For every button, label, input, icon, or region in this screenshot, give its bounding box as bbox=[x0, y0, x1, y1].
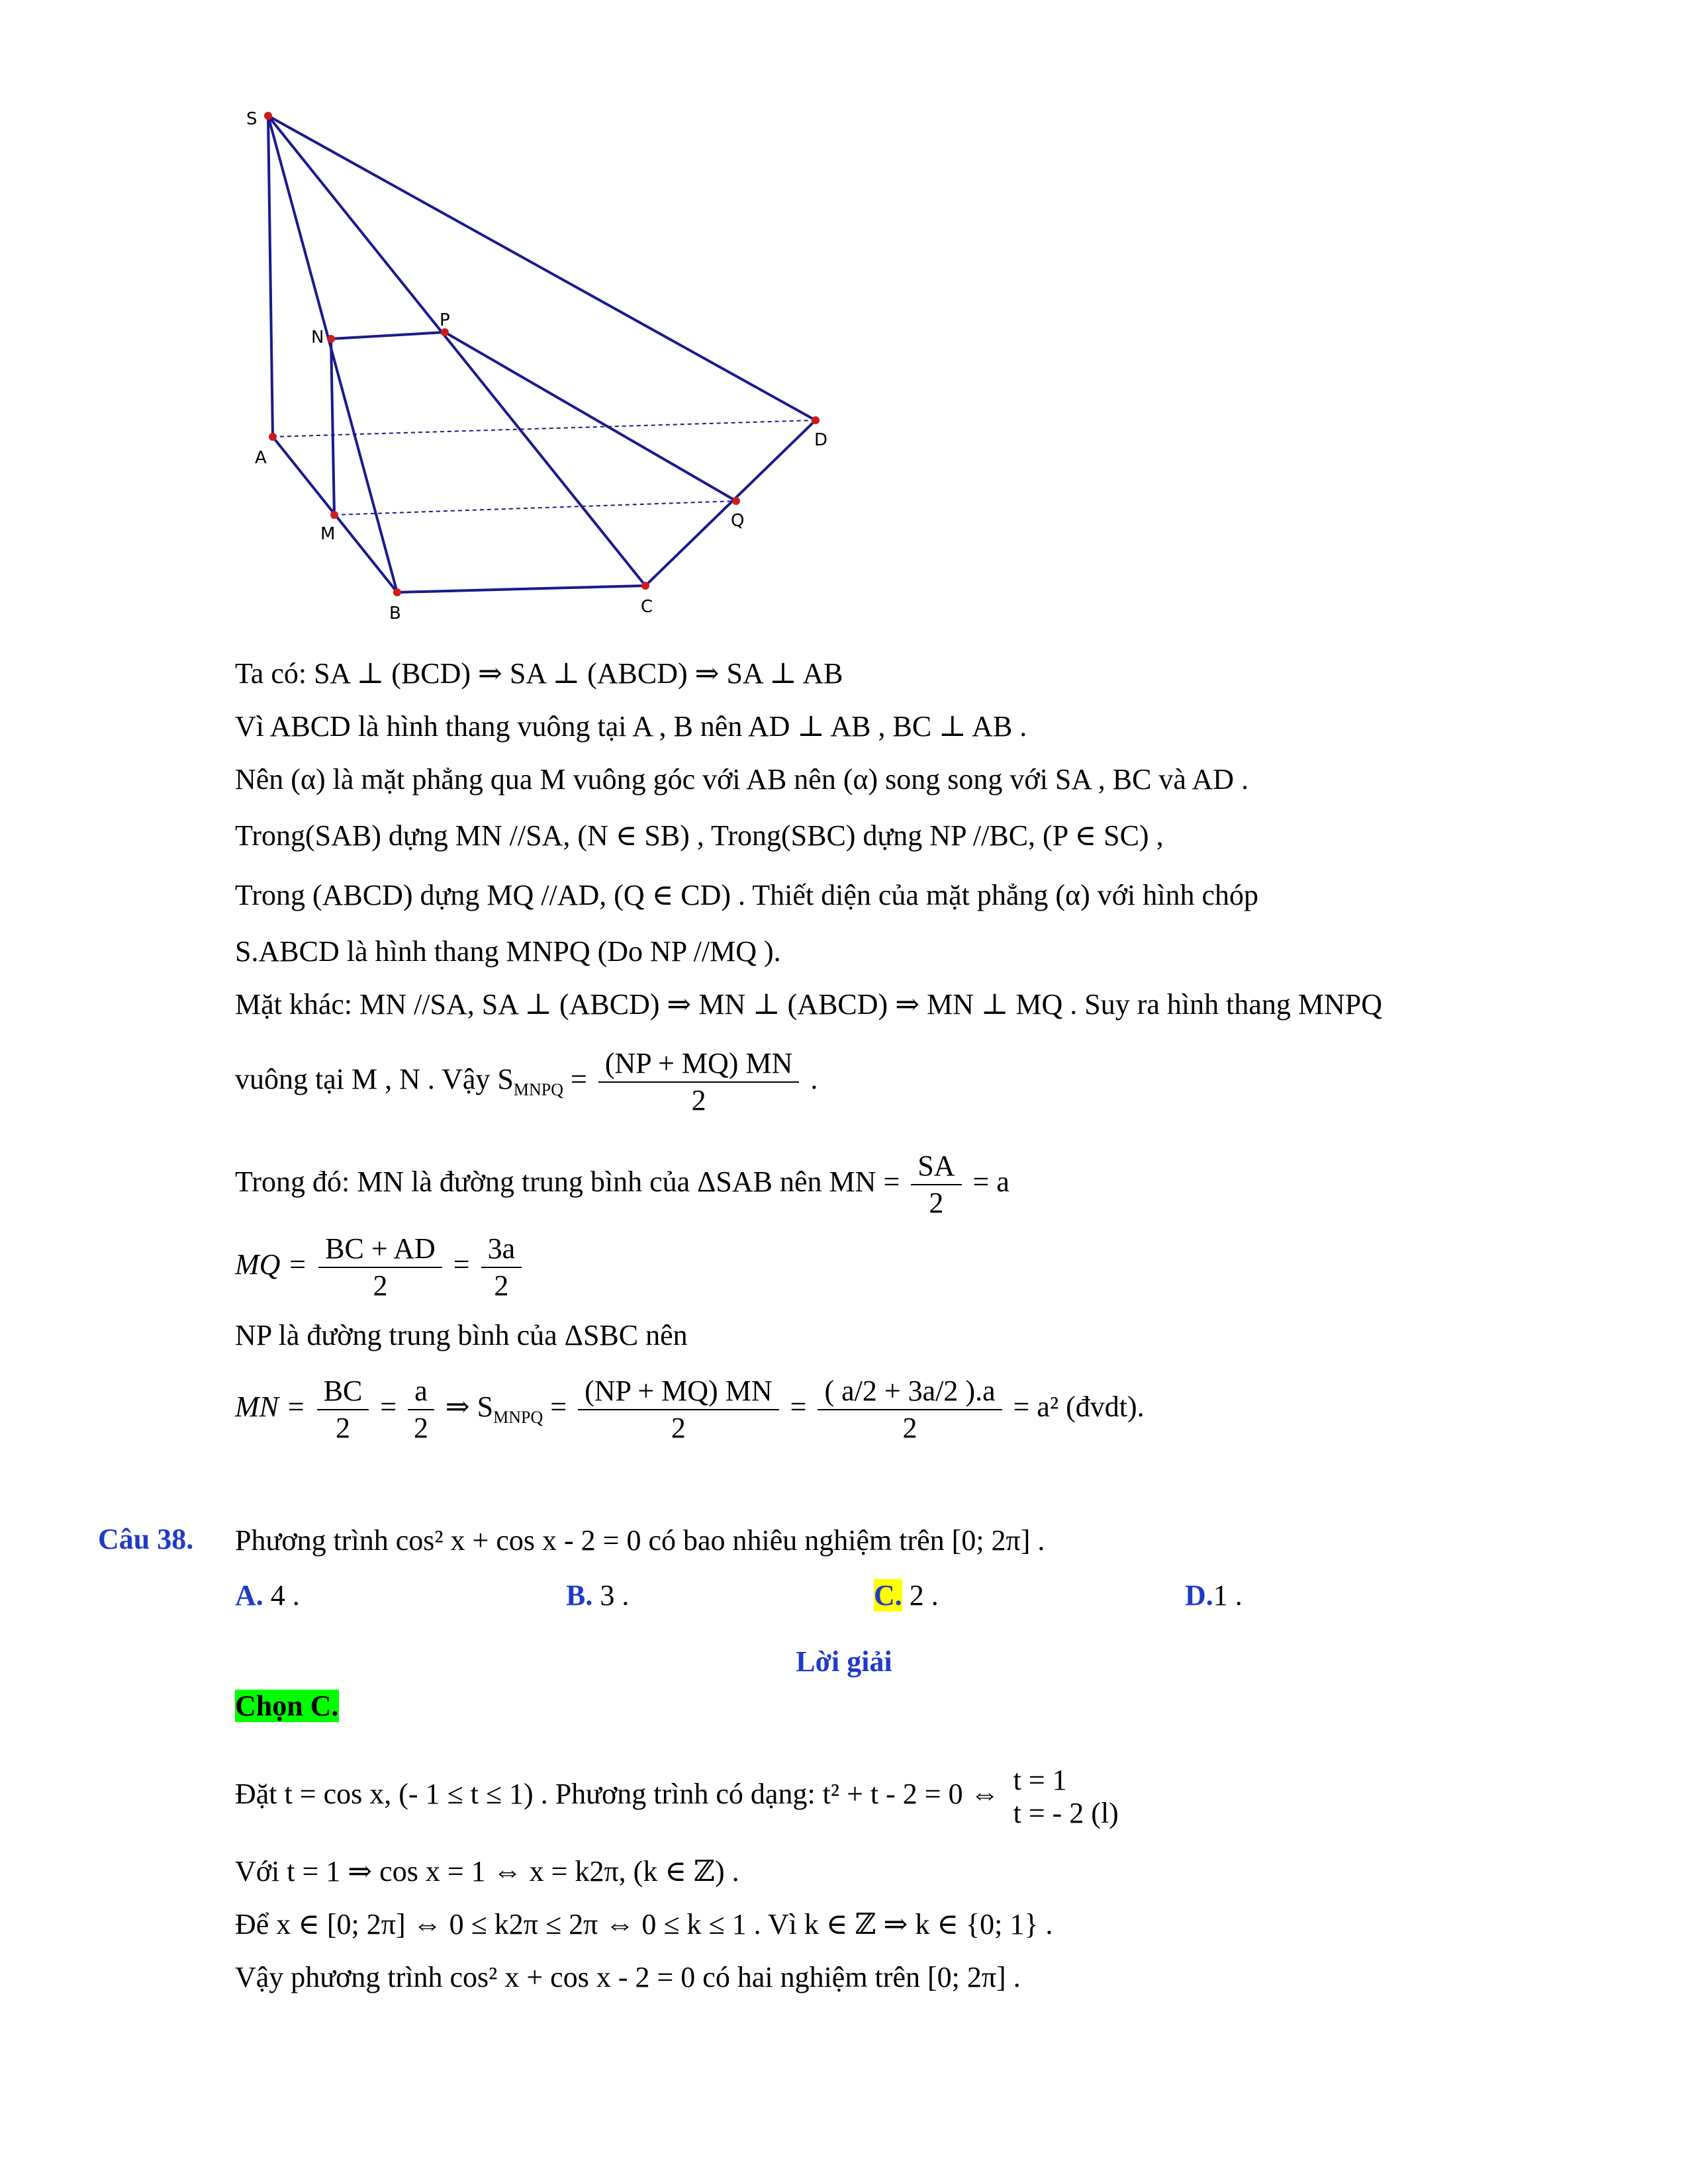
case-system bbox=[1013, 1764, 1119, 1830]
area-subscript: MNPQ bbox=[513, 1079, 563, 1099]
mn-fraction-1 bbox=[317, 1373, 369, 1446]
solution-line-6: S.ABCD là hình thang MNPQ (Do NP //MQ ). bbox=[235, 935, 781, 968]
mn-denominator-1: 2 bbox=[336, 1412, 351, 1444]
option-a bbox=[235, 1578, 300, 1612]
option-a-key: A. bbox=[235, 1579, 263, 1612]
area-denominator-3: 2 bbox=[902, 1412, 917, 1444]
label-C: C bbox=[641, 597, 653, 617]
mq-lhs: MQ = bbox=[235, 1248, 308, 1281]
mq-denominator-2: 2 bbox=[494, 1269, 509, 1302]
mq-fraction-2 bbox=[481, 1231, 522, 1304]
option-c-key: C. bbox=[874, 1579, 902, 1612]
solution-line-9 bbox=[235, 1148, 1009, 1221]
label-D: D bbox=[814, 430, 828, 450]
area-result: = a² bbox=[1013, 1390, 1059, 1424]
solution-line-12: MN = $\frac{BC}{2}$ = $\frac{a}{2}$ ⇒ $S_{MNPQ}$ = $\frac{(NP + MQ) MN}{2}$ = $\frac{( a/2 + 3a/2 ).a}{2}$ = a² (đvdt). bbox=[235, 1373, 1145, 1446]
solution-line-8: vuông tại M , N . Vậy $S_{MNPQ}$ = $\frac{(NP + MQ) MN}{2}$ . bbox=[235, 1046, 818, 1118]
case-2: t = - 2 (l) bbox=[1013, 1797, 1119, 1829]
case-1: t = 1 bbox=[1013, 1764, 1067, 1796]
midline-statement: Trong đó: MN là đường trung bình của ΔSAB nên MN = bbox=[235, 1165, 900, 1199]
label-Q: Q bbox=[731, 511, 745, 531]
mn-result: = a bbox=[972, 1165, 1009, 1199]
option-d-key: D. bbox=[1185, 1579, 1213, 1612]
implies-area: ⇒ S bbox=[445, 1390, 494, 1424]
option-b bbox=[566, 1578, 629, 1612]
mq-fraction-1 bbox=[318, 1231, 442, 1304]
area-fraction-3 bbox=[818, 1373, 1002, 1446]
label-N: N bbox=[311, 328, 324, 347]
mn-lhs: MN = bbox=[235, 1390, 306, 1424]
option-d bbox=[1185, 1578, 1243, 1612]
mn-numerator-1: BC bbox=[317, 1373, 369, 1410]
area-numerator: (NP + MQ) MN bbox=[598, 1046, 800, 1083]
option-d-value: 1 . bbox=[1213, 1579, 1243, 1612]
chosen-answer-text: Chọn C. bbox=[235, 1690, 339, 1722]
solution-step-3: Để x ∈ [0; 2π] ⇔ 0 ≤ k2π ≤ 2π ⇔ 0 ≤ k ≤ 1 . Vì k ∈ ℤ ⇒ k ∈ {0; 1} . bbox=[235, 1908, 1053, 1940]
label-B: B bbox=[389, 604, 401, 623]
area-subscript-2: MNPQ bbox=[493, 1407, 543, 1427]
option-c bbox=[874, 1578, 939, 1612]
area-unit: (đvdt). bbox=[1066, 1390, 1145, 1424]
pyramid-diagram bbox=[0, 0, 1688, 635]
question-text: Phương trình cos² x + cos x - 2 = 0 có bao nhiêu nghiệm trên [0; 2π] . bbox=[235, 1524, 1045, 1557]
solution-line-2: Vì ABCD là hình thang vuông tại A , B nên AD ⊥ AB , BC ⊥ AB . bbox=[235, 710, 1027, 743]
label-A: A bbox=[255, 448, 267, 468]
solution-line-3: Nên (α) là mặt phẳng qua M vuông góc với AB nên (α) song song với SA , BC và AD . bbox=[235, 763, 1249, 796]
mn-numerator: SA bbox=[911, 1148, 961, 1185]
solution-line-5: Trong (ABCD) dựng MQ //AD, (Q ∈ CD) . Thiết diện của mặt phẳng (α) với hình chóp bbox=[235, 879, 1259, 911]
chosen-answer bbox=[235, 1688, 339, 1725]
area-numerator-2: (NP + MQ) MN bbox=[578, 1373, 779, 1410]
mn-numerator-2: a bbox=[408, 1373, 434, 1410]
mn-denominator: 2 bbox=[929, 1187, 944, 1219]
mq-denominator-1: 2 bbox=[373, 1269, 388, 1302]
pyramid-figure bbox=[0, 0, 1688, 635]
solution-line-7: Mặt khác: MN //SA, SA ⊥ (ABCD) ⇒ MN ⊥ (ABCD) ⇒ MN ⊥ MQ . Suy ra hình thang MNPQ bbox=[235, 988, 1383, 1021]
mq-numerator-1: BC + AD bbox=[318, 1231, 442, 1268]
area-statement: vuông tại M , N . Vậy S bbox=[235, 1063, 514, 1096]
area-numerator-3: ( a/2 + 3a/2 ).a bbox=[818, 1373, 1002, 1410]
label-M: M bbox=[320, 524, 336, 544]
area-fraction bbox=[598, 1046, 800, 1118]
solution-title: Lời giải bbox=[796, 1645, 892, 1678]
substitution-text: Đặt t = cos x, (- 1 ≤ t ≤ 1) . Phương trình có dạng: t² + t - 2 = 0 ⇔ bbox=[235, 1778, 1000, 1811]
solution-line-11: NP là đường trung bình của ΔSBC nên bbox=[235, 1319, 688, 1351]
mn-denominator-2: 2 bbox=[414, 1412, 428, 1444]
option-c-value: 2 . bbox=[909, 1579, 939, 1612]
question-label: Câu 38. bbox=[98, 1523, 194, 1555]
solution-line-4: Trong(SAB) dựng MN //SA, (N ∈ SB) , Trong(SBC) dựng NP //BC, (P ∈ SC) , bbox=[235, 819, 1164, 852]
solution-line-10: MQ = $\frac{BC + AD}{2}$ = $\frac{3a}{2}$ bbox=[235, 1231, 526, 1304]
label-S: S bbox=[246, 109, 258, 129]
area-denominator: 2 bbox=[691, 1084, 706, 1116]
area-fraction-2 bbox=[578, 1373, 779, 1446]
area-denominator-2: 2 bbox=[671, 1412, 686, 1444]
mn-fraction-2 bbox=[408, 1373, 434, 1446]
option-b-key: B. bbox=[566, 1579, 593, 1612]
mq-numerator-2: 3a bbox=[481, 1231, 522, 1268]
solution-step-1 bbox=[235, 1764, 1119, 1830]
solution-line-1: Ta có: SA ⊥ (BCD) ⇒ SA ⊥ (ABCD) ⇒ SA ⊥ AB bbox=[235, 657, 843, 690]
option-a-value: 4 . bbox=[270, 1579, 300, 1612]
solution-step-4: Vậy phương trình cos² x + cos x - 2 = 0 có hai nghiệm trên [0; 2π] . bbox=[235, 1961, 1021, 1993]
label-P: P bbox=[440, 310, 450, 330]
mn-fraction bbox=[911, 1148, 961, 1221]
solution-step-2: Với t = 1 ⇒ cos x = 1 ⇔ x = k2π, (k ∈ ℤ) . bbox=[235, 1855, 739, 1888]
option-b-value: 3 . bbox=[600, 1579, 630, 1612]
